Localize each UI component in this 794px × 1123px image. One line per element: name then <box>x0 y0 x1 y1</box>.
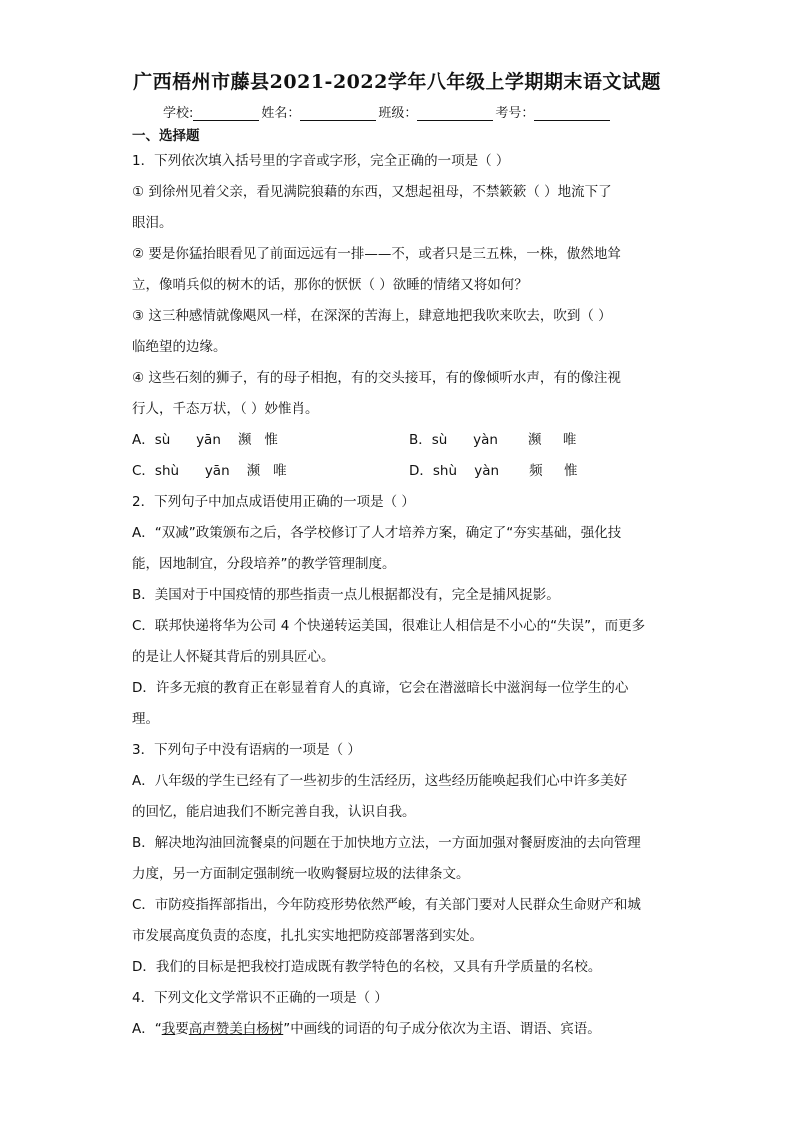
q4-option-a[interactable] <box>132 1014 666 1045</box>
q2-option-d-line-2[interactable]: 理。 <box>132 711 159 727</box>
q3-option-a-line-2[interactable]: 的回忆，能启迪我们不断完善自我，认识自我。 <box>132 804 416 820</box>
student-info-row <box>163 102 612 121</box>
q1-option-a[interactable]: A．sù yān 濒 惟 <box>132 432 278 448</box>
q4-a-prefix: A．“ <box>132 1021 162 1037</box>
q1-item-2-line-1: ② 要是你猛抬眼看见了前面远远有一排——不，或者只是三五株，一株，傲然地耸 <box>132 246 621 262</box>
school-blank[interactable] <box>193 106 259 121</box>
section-title: 一、选择题 <box>132 128 200 144</box>
q1-option-c[interactable]: C．shù yān 濒 唯 <box>132 463 287 479</box>
q3-option-b-line-2[interactable]: 力度，另一方面制定强制统一收购餐厨垃圾的法律条文。 <box>132 866 470 882</box>
q3-option-a-line-1[interactable]: A．八年级的学生已经有了一些初步的生活经历，这些经历能唤起我们心中许多美好 <box>132 773 628 789</box>
q1-options-row-1 <box>132 425 666 456</box>
question-2-stem: 2．下列句子中加点成语使用正确的一项是（ ） <box>132 494 415 510</box>
q3-option-b-line-1[interactable]: B．解决地沟油回流餐桌的问题在于加快地方立法，一方面加强对餐厨废油的去向管理 <box>132 835 641 851</box>
school-label: 学校: <box>163 106 194 121</box>
q3-option-c-line-2[interactable]: 市发展高度负责的态度，扎扎实实地把防疫部署落到实处。 <box>132 928 483 944</box>
page-title: 广西梧州市藤县2021-2022学年八年级上学期期末语文试题 <box>133 71 661 93</box>
q3-option-c-line-1[interactable]: C．市防疫指挥部指出，今年防疫形势依然严峻，有关部门要对人民群众生命财产和城 <box>132 897 641 913</box>
q3-option-d[interactable]: D．我们的目标是把我校打造成既有教学特色的名校，又具有升学质量的名校。 <box>132 959 602 975</box>
q1-item-1-line-2: 眼泪。 <box>132 215 173 231</box>
q2-option-c-line-2[interactable]: 的是让人怀疑其背后的别具匠心。 <box>132 649 335 665</box>
q1-item-3-line-1: ③ 这三种感情就像飓风一样，在深深的苦海上，肆意地把我吹来吹去，吹到（ ） <box>132 308 612 324</box>
q2-option-d-line-1[interactable]: D．许多无痕的教育正在彰显着育人的真谛，它会在潜滋暗长中滋润每一位学生的心 <box>132 680 629 696</box>
q1-item-3-line-2: 临绝望的边缘。 <box>132 339 227 355</box>
questions <box>132 146 666 1045</box>
q2-option-c-line-1[interactable]: C．联邦快递将华为公司 4 个快递转运美国，很难让人相信是不小心的“失误”，而更多 <box>132 618 646 634</box>
question-4-stem: 4．下列文化文学常识不正确的一项是（ ） <box>132 990 388 1006</box>
question-3-stem: 3．下列句子中没有语病的一项是（ ） <box>132 742 361 758</box>
q1-options-row-2 <box>132 456 666 487</box>
q4-a-underlined-object: 白杨树 <box>242 1021 284 1037</box>
class-label: 班级： <box>378 106 418 121</box>
q1-item-4-line-2: 行人，千态万状，（ ）妙惟肖。 <box>132 401 319 417</box>
q1-option-b[interactable]: B．sù yàn 濒 唯 <box>409 432 577 448</box>
q2-option-a-line-1[interactable]: A．“双减”政策颁布之后，各学校修订了人才培养方案，确定了“夯实基础，强化技 <box>132 525 622 541</box>
exam-number-blank[interactable] <box>534 106 610 121</box>
q1-item-4-line-1: ④ 这些石刻的狮子，有的母子相抱，有的交头接耳，有的像倾听水声，有的像注视 <box>132 370 621 386</box>
q1-item-2-line-2: 立，像哨兵似的树木的话，那你的恹恹（ ）欲睡的情绪又将如何？ <box>132 277 528 293</box>
q2-option-b[interactable]: B．美国对于中国疫情的那些指责一点儿根据都没有，完全是捕风捉影。 <box>132 587 560 603</box>
q2-option-a-line-2[interactable]: 能，因地制宜，分段培养”的教学管理制度。 <box>132 556 396 572</box>
q1-option-d[interactable]: D．shù yàn 频 惟 <box>409 463 578 479</box>
class-blank[interactable] <box>417 106 493 121</box>
q4-a-suffix: ”中画线的词语的句子成分依次为主语、谓语、宾语。 <box>283 1021 601 1037</box>
question-1-stem: 1．下列依次填入括号里的字音或字形，完全正确的一项是（ ） <box>132 153 510 169</box>
name-blank[interactable] <box>300 106 376 121</box>
q4-a-underlined-predicate: 高声赞美 <box>188 1021 243 1037</box>
name-label: 姓名： <box>261 106 301 121</box>
q1-item-1-line-1: ① 到徐州见着父亲，看见满院狼藉的东西，又想起祖母，不禁簌簌（ ）地流下了 <box>132 184 612 200</box>
q4-a-mid: 要 <box>175 1021 189 1037</box>
q4-a-underlined-subject: 我 <box>161 1021 176 1037</box>
exam-number-label: 考号： <box>495 106 535 121</box>
